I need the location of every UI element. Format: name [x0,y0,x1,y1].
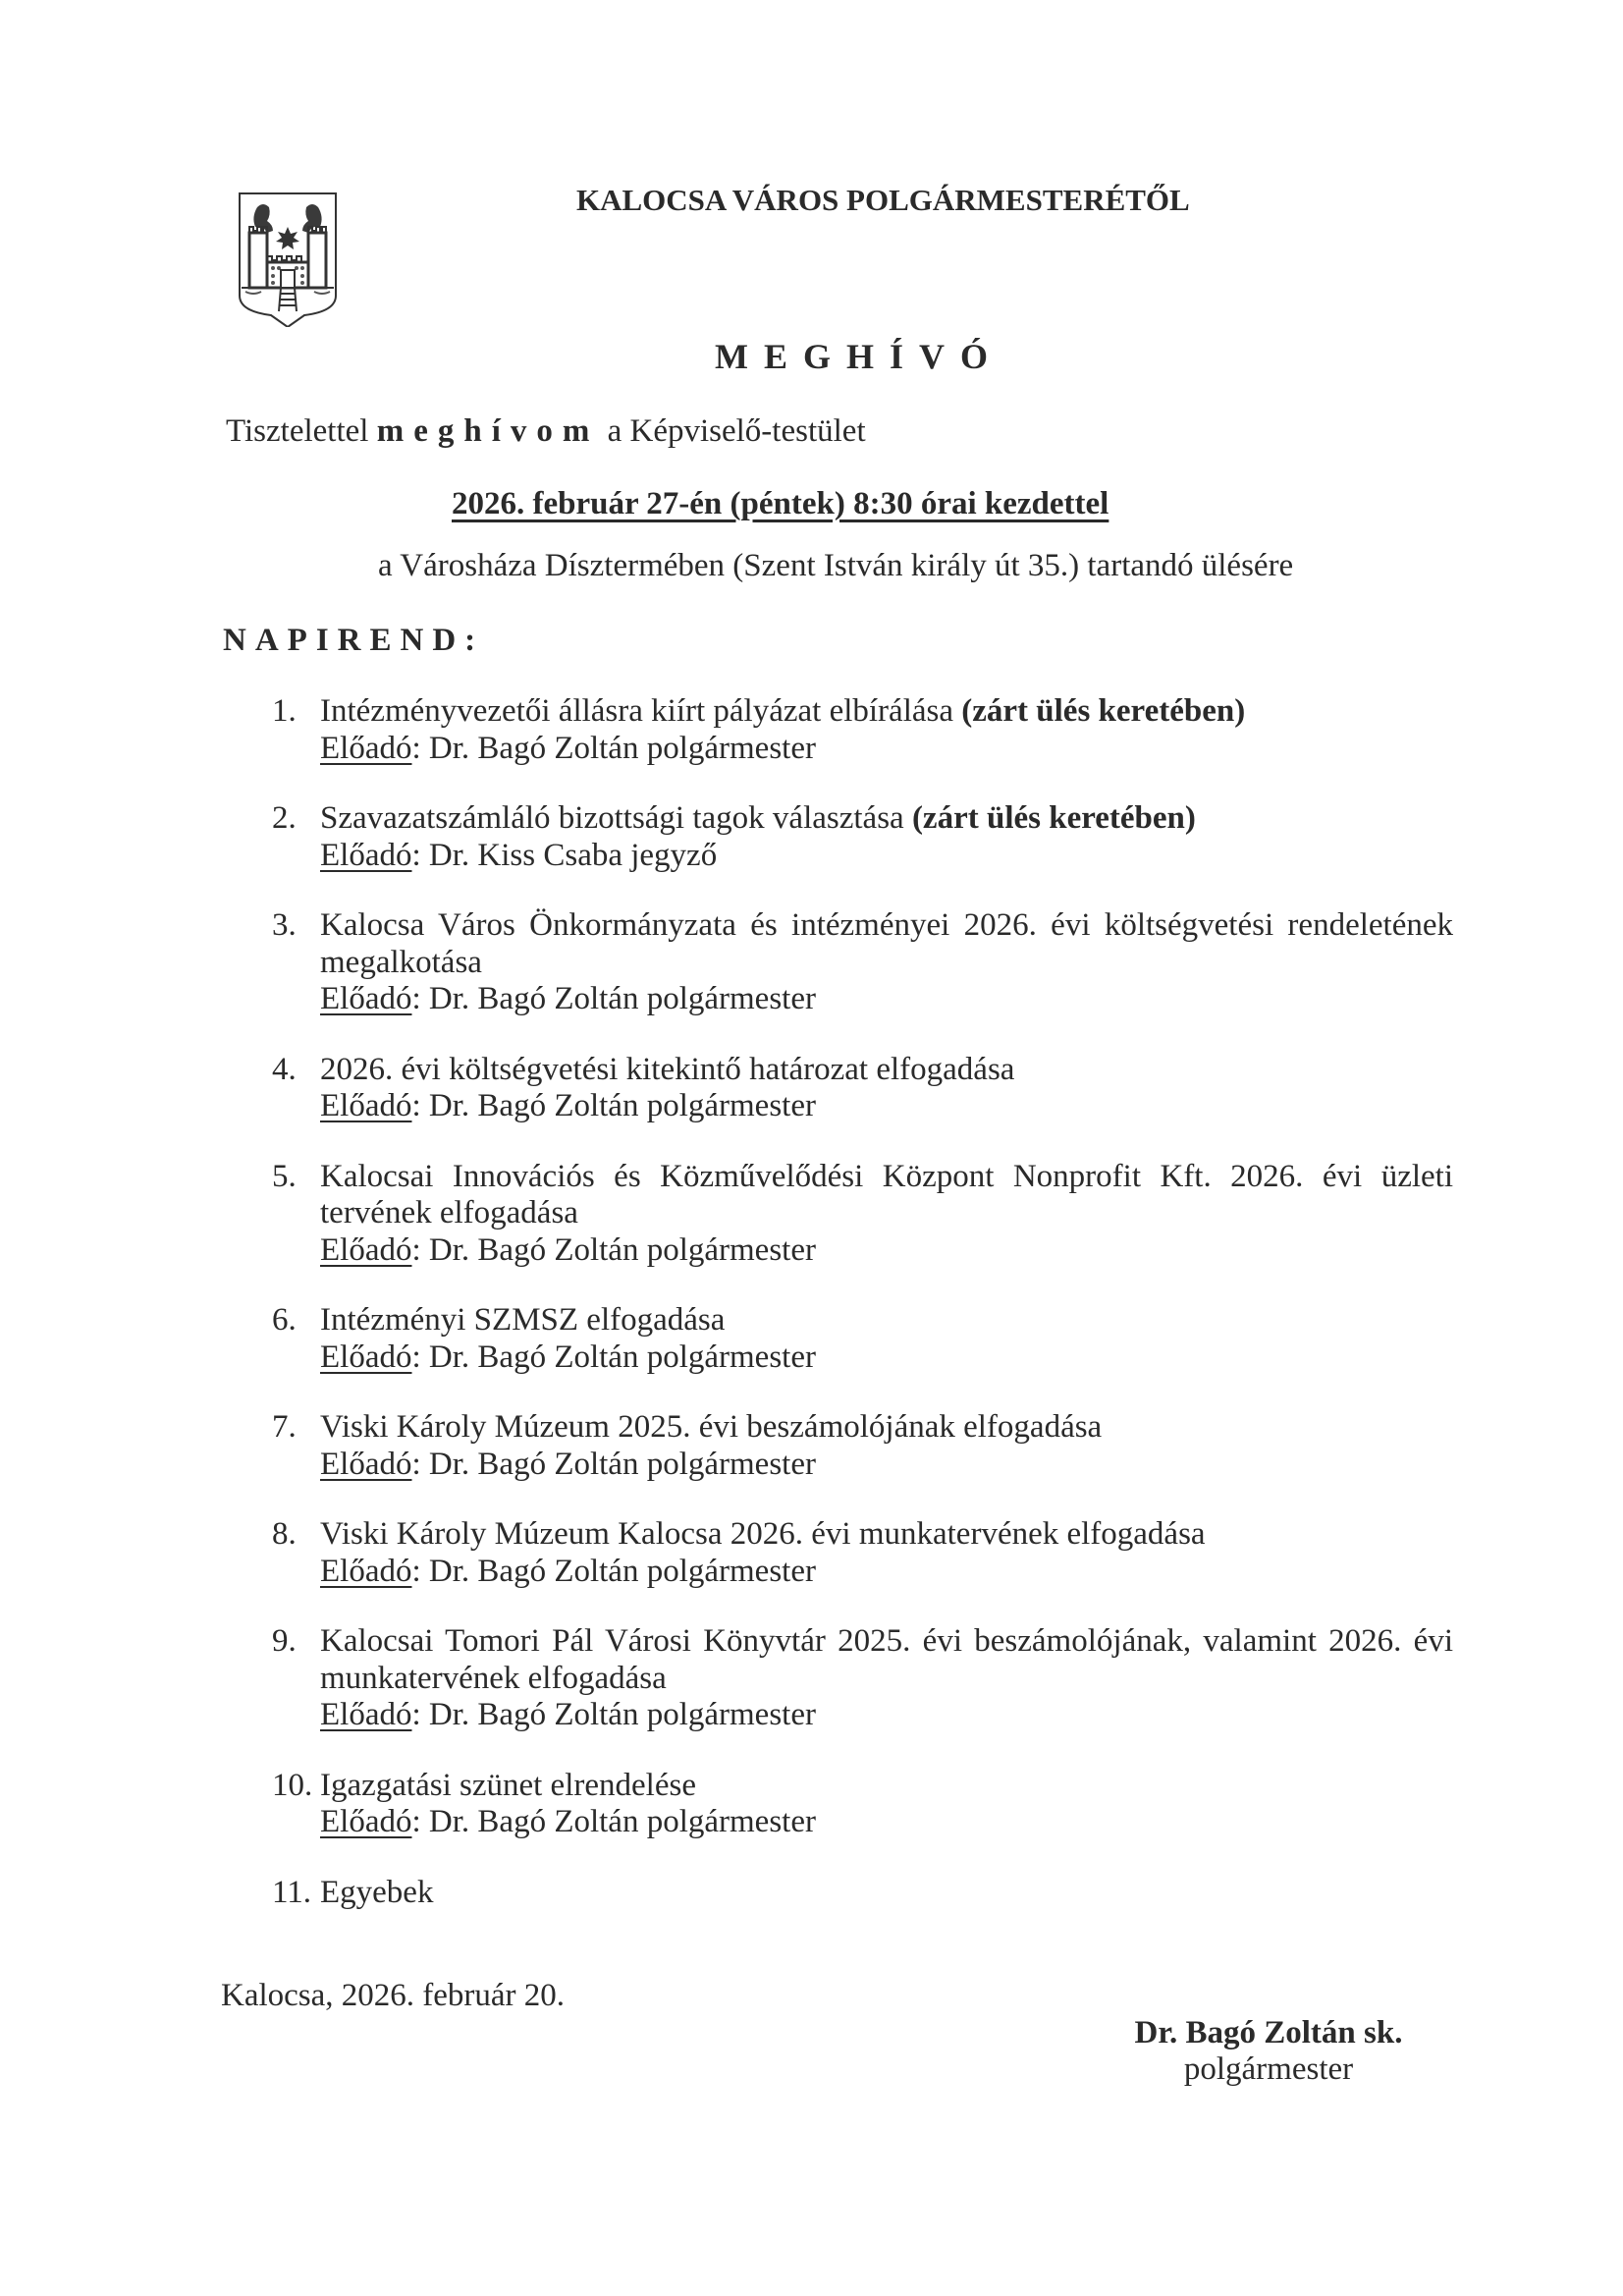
agenda-item-title-text: Intézményvezetői állásra kiírt pályázat elbírálása [320,693,953,729]
agenda-item [272,907,1453,1018]
agenda-item-presenter: Előadó: Dr. Bagó Zoltán polgármester [320,1088,816,1123]
agenda-item-number: 3. [272,907,297,943]
signatory-name: Dr. Bagó Zoltán sk. [1134,2015,1403,2050]
agenda-item-note: (zárt ülés keretében) [961,693,1246,729]
agenda-item-presenter: Előadó: Dr. Bagó Zoltán polgármester [320,981,816,1016]
presenter-name: Dr. Bagó Zoltán polgármester [428,981,816,1016]
agenda-heading: NAPIREND: [223,623,485,658]
presenter-label: Előadó [320,981,412,1016]
agenda-item-presenter: Előadó: Dr. Bagó Zoltán polgármester [320,1446,816,1482]
presenter-label: Előadó [320,1697,412,1732]
agenda-item-number: 2. [272,800,297,836]
presenter-label: Előadó [320,1088,412,1123]
presenter-name: Dr. Kiss Csaba jegyző [428,837,718,873]
presenter-label: Előadó [320,1804,412,1839]
place-and-date: Kalocsa, 2026. február 20. [221,1978,566,2013]
agenda-item-title: Kalocsai Tomori Pál Városi Könyvtár 2025. évi beszámolójának, valamint 2026. évi munkatervének elfogadása [320,1623,1453,1696]
presenter-name: Dr. Bagó Zoltán polgármester [428,1697,816,1732]
agenda-item-title: Intézményi SZMSZ elfogadása [320,1302,726,1338]
presenter-label: Előadó [320,1446,412,1482]
agenda-item-number: 1. [272,693,297,729]
presenter-name: Dr. Bagó Zoltán polgármester [428,1804,816,1839]
agenda-item [272,1516,1453,1590]
presenter-name: Dr. Bagó Zoltán polgármester [428,1231,816,1268]
agenda-item-title: Kalocsai Innovációs és Közművelődési Központ Nonprofit Kft. 2026. évi üzleti tervének elfogadása [320,1158,1453,1230]
intro-emphasis: meghívom [376,413,600,449]
presenter-name: Dr. Bagó Zoltán polgármester [428,1446,816,1482]
presenter-name: Dr. Bagó Zoltán polgármester [428,1339,816,1375]
agenda-item [272,1302,1453,1376]
agenda-item-title: Kalocsa Város Önkormányzata és intézményei 2026. évi költségvetési rendeletének megalkotása [320,907,1453,980]
presenter-label: Előadó [320,1339,412,1375]
agenda-item-presenter: Előadó: Dr. Bagó Zoltán polgármester [320,730,816,766]
agenda-item [272,693,1453,767]
meeting-place: a Városháza Dísztermében (Szent István király út 35.) tartandó ülésére [378,548,1294,583]
agenda-item-number: 7. [272,1409,297,1445]
agenda-item-title: Viski Károly Múzeum Kalocsa 2026. évi munkatervének elfogadása [320,1516,1206,1552]
agenda-item [272,1623,1453,1734]
agenda-item-title: 2026. évi költségvetési kitekintő határozat elfogadása [320,1051,1015,1087]
intro-prefix: Tisztelettel [226,413,369,449]
agenda-item-number: 4. [272,1051,297,1087]
agenda-item-title-text: Szavazatszámláló bizottsági tagok választása [320,800,904,836]
agenda-item-title [320,800,1453,838]
document-title: MEGHÍVÓ [715,337,1004,376]
agenda-item-title: Egyebek [320,1874,434,1910]
presenter-label: Előadó [320,837,412,873]
agenda-item-presenter: Előadó: Dr. Bagó Zoltán polgármester [320,1339,816,1375]
presenter-label: Előadó [320,730,412,766]
intro-suffix: a Képviselő-testület [607,413,866,449]
agenda-list [272,693,1453,1911]
meeting-datetime: 2026. február 27-én (péntek) 8:30 órai kezdettel [452,486,1109,521]
presenter-label: Előadó [320,1553,412,1589]
invitation-intro [226,415,866,448]
agenda-item-title: Igazgatási szünet elrendelése [320,1767,696,1803]
presenter-name: Dr. Bagó Zoltán polgármester [428,1088,816,1123]
issuer-heading: KALOCSA VÁROS POLGÁRMESTERÉTŐL [576,183,1190,217]
agenda-item-note: (zárt ülés keretében) [911,800,1196,836]
agenda-item-title: Viski Károly Múzeum 2025. évi beszámolójának elfogadása [320,1409,1103,1445]
signatory-role: polgármester [1183,2051,1354,2087]
agenda-item-presenter: Előadó: Dr. Bagó Zoltán polgármester [320,1231,816,1268]
agenda-item-title [320,693,1453,731]
presenter-label: Előadó [320,1231,412,1268]
agenda-item-number: 9. [272,1623,297,1659]
agenda-item-number: 10. [272,1767,313,1803]
agenda-item [272,800,1453,874]
agenda-item-number: 11. [272,1874,312,1910]
agenda-item-number: 6. [272,1302,297,1338]
agenda-item-presenter: Előadó: Dr. Bagó Zoltán polgármester [320,1553,816,1589]
agenda-item [272,1052,1453,1125]
kalocsa-coat-of-arms-icon [236,190,340,327]
agenda-item-number: 5. [272,1158,297,1194]
agenda-item-presenter: Előadó: Dr. Bagó Zoltán polgármester [320,1697,816,1732]
agenda-item [272,1875,1453,1912]
agenda-item-presenter: Előadó: Dr. Bagó Zoltán polgármester [320,1804,816,1839]
presenter-name: Dr. Bagó Zoltán polgármester [428,730,816,766]
agenda-item [272,1409,1453,1483]
agenda-item [272,1768,1453,1841]
agenda-item [272,1159,1453,1270]
signature-block [1072,2015,1465,2088]
agenda-item-presenter: Előadó: Dr. Kiss Csaba jegyző [320,837,718,873]
agenda-item-number: 8. [272,1516,297,1552]
presenter-name: Dr. Bagó Zoltán polgármester [428,1553,816,1589]
